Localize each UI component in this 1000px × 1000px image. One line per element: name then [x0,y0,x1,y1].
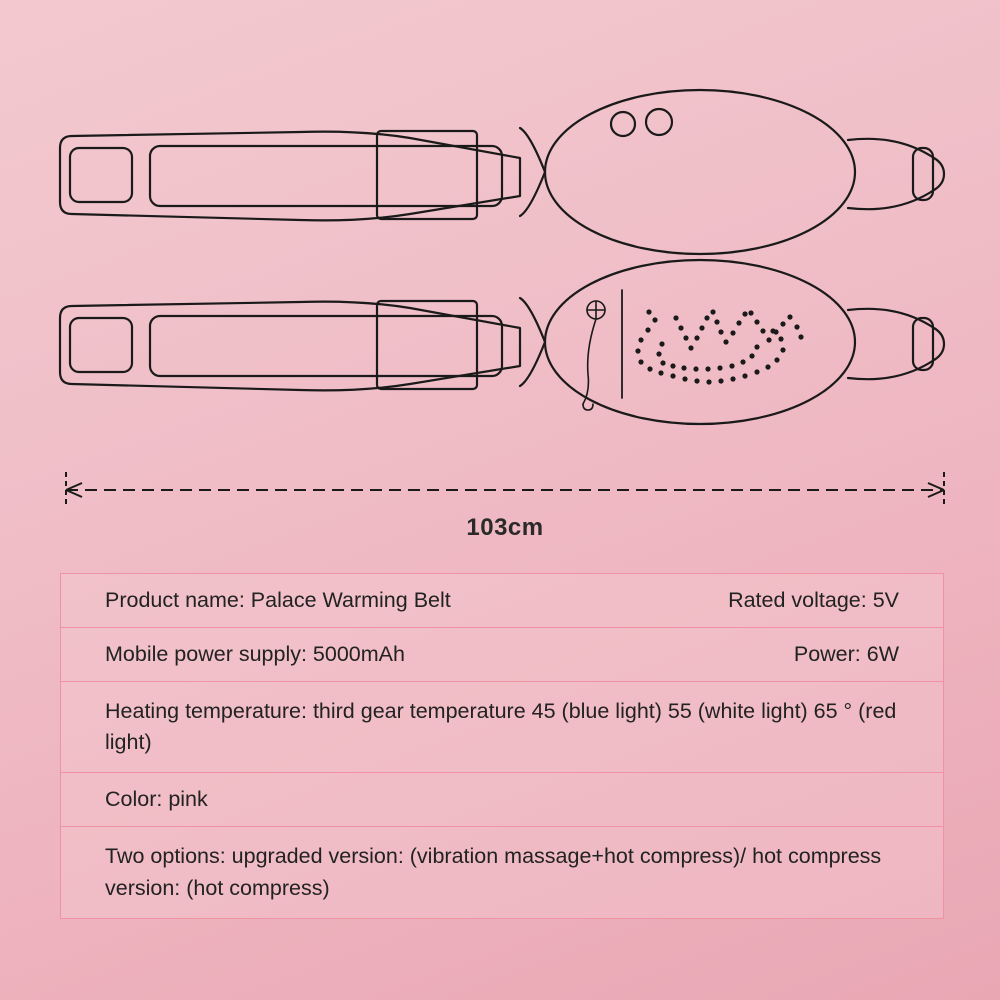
dimension-label: 103cm [466,514,544,541]
belt-front-view [60,90,944,254]
indicator-button-1 [611,112,635,136]
spec-power: Power: 6W [793,641,899,666]
spec-product-name: Product name: Palace Warming Belt [105,587,451,612]
table-row [61,827,943,917]
spec-color: Color: pink [105,787,208,812]
spec-options: Two options: upgraded version: (vibration massage+hot compress)/ hot compress version: (hot compress) [105,844,882,900]
dimension-line [60,470,950,550]
belt-back-view [60,260,944,424]
table-row [61,773,943,827]
spec-rated-voltage: Rated voltage: 5V [728,587,899,612]
table-row [61,574,943,628]
usb-cable [583,301,605,410]
spec-heating-temperature: Heating temperature: third gear temperature 45 (blue light) 55 (white light) 65 ° (red light) [105,699,897,755]
heating-element-pattern [635,309,803,384]
spec-power-supply: Mobile power supply: 5000mAh [105,641,405,666]
table-row [61,628,943,682]
indicator-button-2 [646,109,672,135]
spec-table [60,573,944,919]
table-row [61,682,943,773]
product-drawing-area [0,0,1000,460]
